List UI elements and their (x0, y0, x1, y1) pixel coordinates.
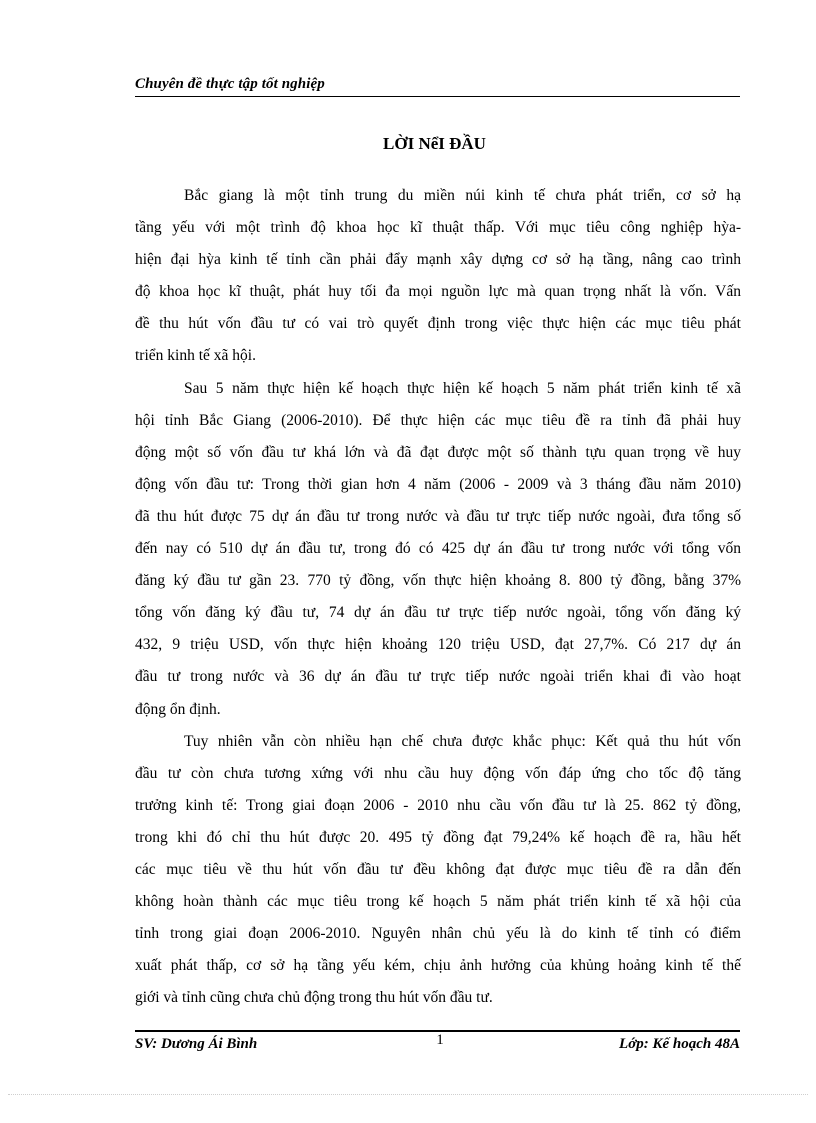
text-line: trưởng kinh tế: Trong giai đoạn 2006 - 2010 nhu cầu vốn đầu tư là 25. 862 tỷ đồng, (135, 796, 741, 814)
text-line: hội tỉnh Bắc Giang (2006-2010). Để thực hiện các mục tiêu đề ra tỉnh đã phải huy (135, 411, 741, 429)
text-line: 432, 9 triệu USD, vốn thực hiện khoảng 120 triệu USD, đạt 27,7%. Có 217 dự án (135, 636, 741, 654)
text-line: tầng yếu với một trình độ khoa học kĩ thuật thấp. Với mục tiêu công nghiệp hỳa- (135, 219, 741, 237)
paragraph-3 (135, 726, 741, 1015)
text-line: triển kinh tế xã hội. (135, 347, 256, 365)
text-line: đăng ký đầu tư gần 23. 770 tỷ đồng, vốn thực hiện khoảng 8. 800 tỷ đồng, bằng 37% (135, 572, 741, 590)
text-line: trong khi đó chỉ thu hút được 20. 495 tỷ đồng đạt 79,24% kế hoạch đề ra, hầu hết (135, 828, 741, 846)
text-line: độ khoa học kĩ thuật, phát huy tối đa mọi nguồn lực mà quan trọng nhất là vốn. Vấn (135, 283, 741, 301)
text-line: Bắc giang là một tỉnh trung du miền núi kinh tế chưa phát triển, cơ sở hạ (184, 187, 741, 204)
text-line: Sau 5 năm thực hiện kế hoạch thực hiện kế hoạch 5 năm phát triển kinh tế xã (184, 379, 741, 397)
text-line: không hoàn thành các mục tiêu trong kế hoạch 5 năm phát triển kinh tế xã hội của (135, 893, 741, 911)
paragraph-1 (135, 180, 741, 373)
paragraph-2 (135, 373, 741, 726)
footer-student-name: SV: Dương Ái Bình (135, 1036, 258, 1052)
header-rule (135, 96, 740, 97)
text-line: tỉnh trong giai đoạn 2006-2010. Nguyên nhân chủ yếu là do kinh tế tỉnh có điểm (135, 925, 741, 943)
text-line: động ổn định. (135, 700, 221, 718)
running-header: Chuyên đề thực tập tốt nghiệp (135, 76, 325, 92)
page-bottom-edge (8, 1094, 808, 1095)
text-line: đã thu hút được 75 dự án đầu tư trong nước và đầu tư trực tiếp nước ngoài, đưa tổng số (135, 507, 741, 525)
text-line: hiện đại hỳa kinh tế tỉnh cần phải đẩy mạnh xây dựng cơ sở hạ tầng, nâng cao trình (135, 251, 741, 269)
text-line: động một số vốn đầu tư khá lớn và đã đạt được một số thành tựu quan trọng về huy (135, 443, 741, 461)
text-line: tổng vốn đăng ký đầu tư, 74 dự án đầu tư trực tiếp nước ngoài, tổng vốn đăng ký (135, 604, 741, 622)
text-line: động vốn đầu tư: Trong thời gian hơn 4 năm (2006 - 2009 và 3 tháng đầu năm 2010) (135, 475, 741, 493)
text-line: xuất phát thấp, cơ sở hạ tầng yếu kém, chịu ảnh hưởng của khủng hoảng kinh tế thế (135, 957, 741, 975)
document-title: LỜI NểI ĐẦU (383, 134, 486, 153)
footer-class-name: Lớp: Kế hoạch 48A (619, 1036, 740, 1052)
text-line: đầu tư còn chưa tương xứng với nhu cầu huy động vốn đáp ứng cho tốc độ tăng (135, 764, 741, 782)
text-line: các mục tiêu về thu hút vốn đầu tư đều không đạt được mục tiêu đề ra dẫn đến (135, 860, 741, 878)
text-line: đề thu hút vốn đầu tư có vai trò quyết định trong việc thực hiện các mục tiêu phát (135, 315, 741, 333)
page-number: 1 (436, 1032, 444, 1048)
text-line: đến nay có 510 dự án đầu tư, trong đó có 425 dự án đầu tư trong nước với tổng vốn (135, 540, 741, 558)
document-body (135, 180, 741, 1014)
text-line: đầu tư trong nước và 36 dự án đầu tư trực tiếp nước ngoài triển khai đi vào hoạt (135, 668, 741, 686)
text-line: Tuy nhiên vẫn còn nhiều hạn chế chưa được khắc phục: Kết quả thu hút vốn (184, 732, 741, 750)
text-line: giới và tỉnh cũng chưa chủ động trong thu hút vốn đầu tư. (135, 989, 493, 1007)
